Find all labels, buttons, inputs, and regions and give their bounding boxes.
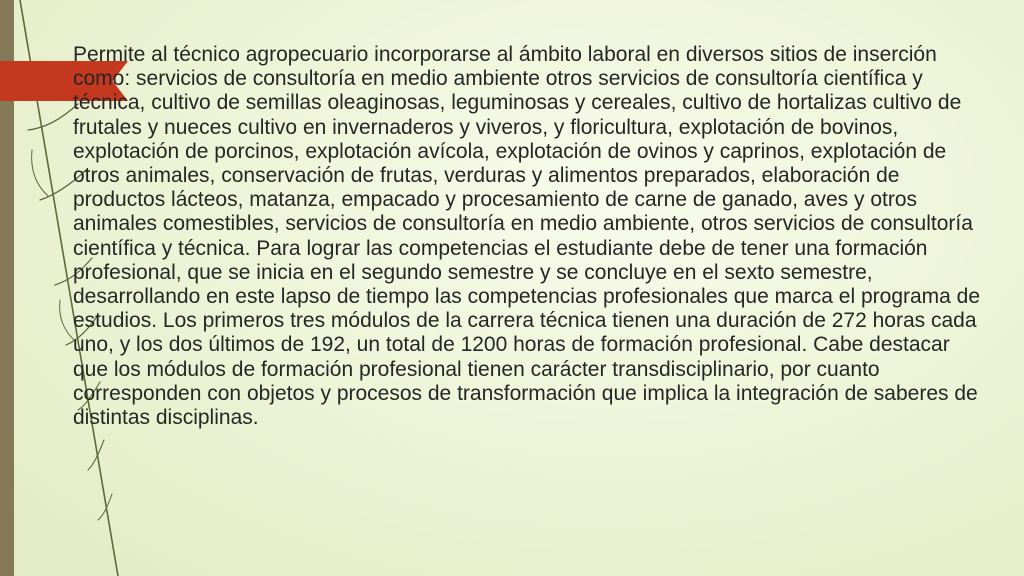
slide-body-text: Permite al técnico agropecuario incorporarse al ámbito laboral en diversos sitios de inserción como: servicios de consultoría en medio ambiente otros servicios de consultoría científica y técnica, cultivo de semillas oleaginosas, leguminosas y cereales, cultivo de hortalizas cultivo de frutales y nueces cultivo en invernaderos y viveros, y floricultura, explotación de bovinos, explotación de porcinos, explotación avícola, explotación de ovinos y caprinos, explotación de otros animales, conservación de frutas, verduras y alimentos preparados, elaboración de productos lácteos, matanza, empacado y procesamiento de carne de ganado, aves y otros animales comestibles, servicios de consultoría en medio ambiente, otros servicios de consultoría científica y técnica. Para lograr las competencias el estudiante debe de tener una formación profesional, que se inicia en el segundo semestre y se concluye en el sexto semestre, desarrollando en este lapso de tiempo las competencias profesionales que marca el programa de estudios. Los primeros tres módulos de la carrera técnica tienen una duración de 272 horas cada uno, y los dos últimos de 192, un total de 1200 horas de formación profesional. Cabe destacar que los módulos de formación profesional tienen carácter transdisciplinario, por cuanto corresponden con objetos y procesos de transformación que implica la integración de saberes de distintas disciplinas. [73, 43, 981, 430]
